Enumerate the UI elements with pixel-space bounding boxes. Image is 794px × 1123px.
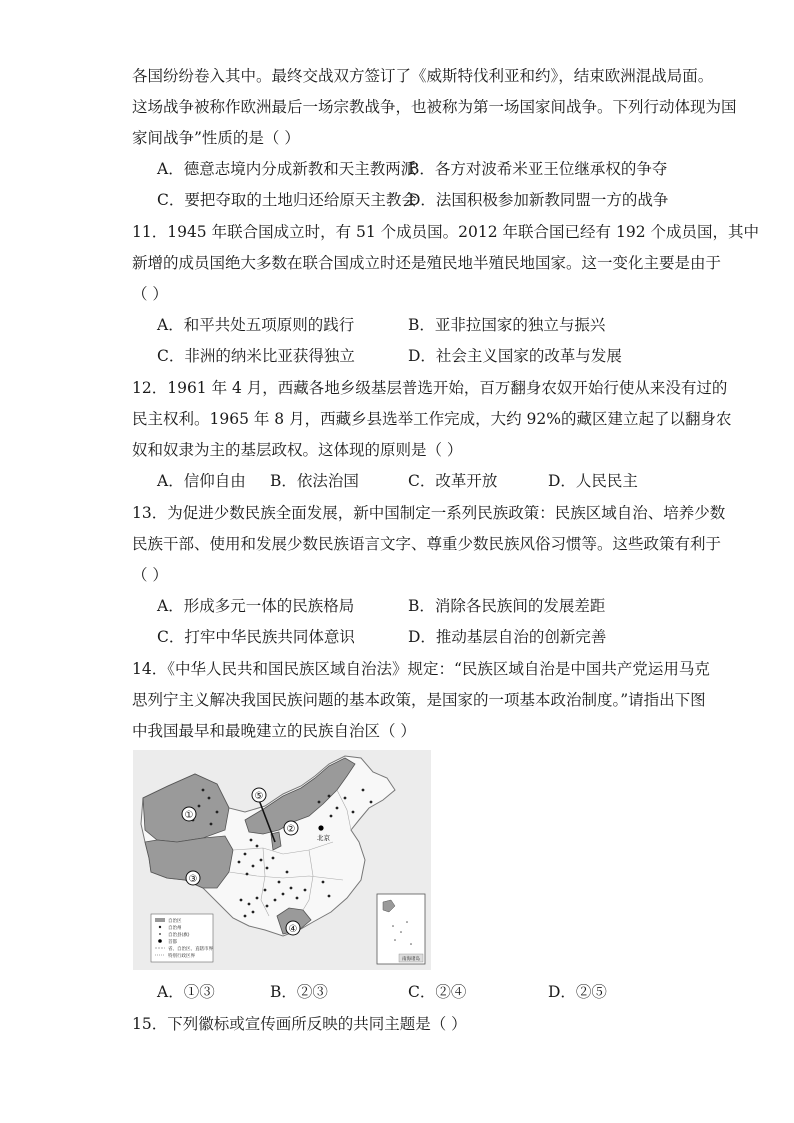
q10-option-b: B．各方对波希米亚王位继承权的争夺	[408, 160, 668, 178]
q10-line-1: 各国纷纷卷入其中。最终交战双方签订了《威斯特伐利亚和约》，结束欧洲混战局面。	[132, 67, 714, 85]
q15-line-1: 15．下列徽标或宣传画所反映的共同主题是（ ）	[132, 1015, 467, 1033]
q11-line-2: 新增的成员国绝大多数在联合国成立时还是殖民地半殖民地国家。这一变化主要是由于	[132, 254, 722, 272]
q12-line-3: 奴和奴隶为主的基层政权。这体现的原则是（ ）	[132, 441, 463, 459]
q10-option-d: D．法国积极参加新教同盟一方的战争	[408, 191, 669, 209]
q14-option-b: B．②③	[270, 983, 328, 1001]
q12-option-d: D．人民民主	[548, 472, 638, 490]
region-marker-3	[186, 871, 200, 885]
q13-line-3: （ ）	[132, 566, 168, 584]
svg-text:自治县(旗): 自治县(旗)	[168, 933, 190, 938]
q14-option-c: C．②④	[408, 983, 467, 1001]
capital-marker	[318, 825, 323, 830]
q10-line-2: 这场战争被称作欧洲最后一场宗教战争，也被称为第一场国家间战争。下列行动体现为国	[132, 98, 737, 116]
q12-option-c: C．改革开放	[408, 472, 498, 490]
q12-line-1: 12．1961 年 4 月，西藏各地乡级基层普选开始，百万翻身农奴开始行使从来没有过的	[132, 379, 728, 397]
svg-text:自治州: 自治州	[168, 926, 182, 931]
q14-line-1: 14．《中华人民共和国民族区域自治法》规定：“民族区域自治是中国共产党运用马克	[132, 660, 710, 678]
svg-text:③: ③	[188, 874, 198, 885]
q10-line-3: 家间战争”性质的是（ ）	[132, 129, 300, 147]
region-marker-1	[182, 807, 196, 821]
q12-line-2: 民主权利。1965 年 8 月，西藏乡县选举工作完成，大约 92%的藏区建立起了以翻身农	[132, 410, 732, 428]
q11-option-a: A．和平共处五项原则的践行	[157, 316, 355, 334]
capital-label: 北京	[317, 834, 330, 842]
china-autonomous-regions-map	[133, 750, 431, 970]
map-legend	[151, 914, 213, 962]
q13-line-1: 13．为促进少数民族全面发展，新中国制定一系列民族政策：民族区域自治、培养少数	[132, 504, 726, 522]
q14-line-3: 中我国最早和最晚建立的民族自治区（ ）	[132, 722, 416, 740]
q14-option-a: A．①③	[157, 983, 215, 1001]
q12-option-b: B．依法治国	[270, 472, 359, 490]
region-marker-2	[284, 821, 298, 835]
q14-option-d: D．②⑤	[548, 983, 607, 1001]
q10-option-a: A．德意志境内分成新教和天主教两派	[157, 160, 417, 178]
q11-option-d: D．社会主义国家的改革与发展	[408, 347, 622, 365]
svg-text:④: ④	[288, 924, 298, 935]
q11-option-b: B．亚非拉国家的独立与振兴	[408, 316, 606, 334]
svg-text:自治区: 自治区	[168, 919, 182, 924]
q11-option-c: C．非洲的纳米比亚获得独立	[157, 347, 355, 365]
south-china-sea-inset	[377, 894, 425, 964]
svg-text:首都: 首都	[168, 940, 177, 945]
q13-option-c: C．打牢中华民族共同体意识	[157, 628, 355, 646]
q14-line-2: 思列宁主义解决我国民族问题的基本政策，是国家的一项基本政治制度。”请指出下图	[132, 691, 706, 709]
q13-option-d: D．推动基层自治的创新完善	[408, 628, 607, 646]
q10-option-c: C．要把夺取的土地归还给原天主教会	[157, 191, 417, 209]
svg-text:省、自治区、直辖市界: 省、自治区、直辖市界	[168, 947, 213, 952]
region-marker-5	[252, 788, 266, 802]
svg-text:特别行政区界: 特别行政区界	[168, 954, 195, 959]
q11-line-3: （ ）	[132, 285, 168, 303]
q13-line-2: 民族干部、使用和发展少数民族语言文字、尊重少数民族风俗习惯等。这些政策有利于	[132, 535, 722, 553]
q12-option-a: A．信仰自由	[157, 472, 246, 490]
svg-text:②: ②	[286, 824, 296, 835]
svg-text:①: ①	[184, 810, 194, 821]
region-marker-4	[286, 921, 300, 935]
q13-option-a: A．形成多元一体的民族格局	[157, 597, 355, 615]
q13-option-b: B．消除各民族间的发展差距	[408, 597, 606, 615]
svg-text:⑤: ⑤	[254, 791, 264, 802]
svg-text:南海诸岛: 南海诸岛	[402, 957, 420, 962]
q11-line-1: 11．1945 年联合国成立时，有 51 个成员国。2012 年联合国已经有 192 个成员国，其中	[132, 223, 759, 241]
